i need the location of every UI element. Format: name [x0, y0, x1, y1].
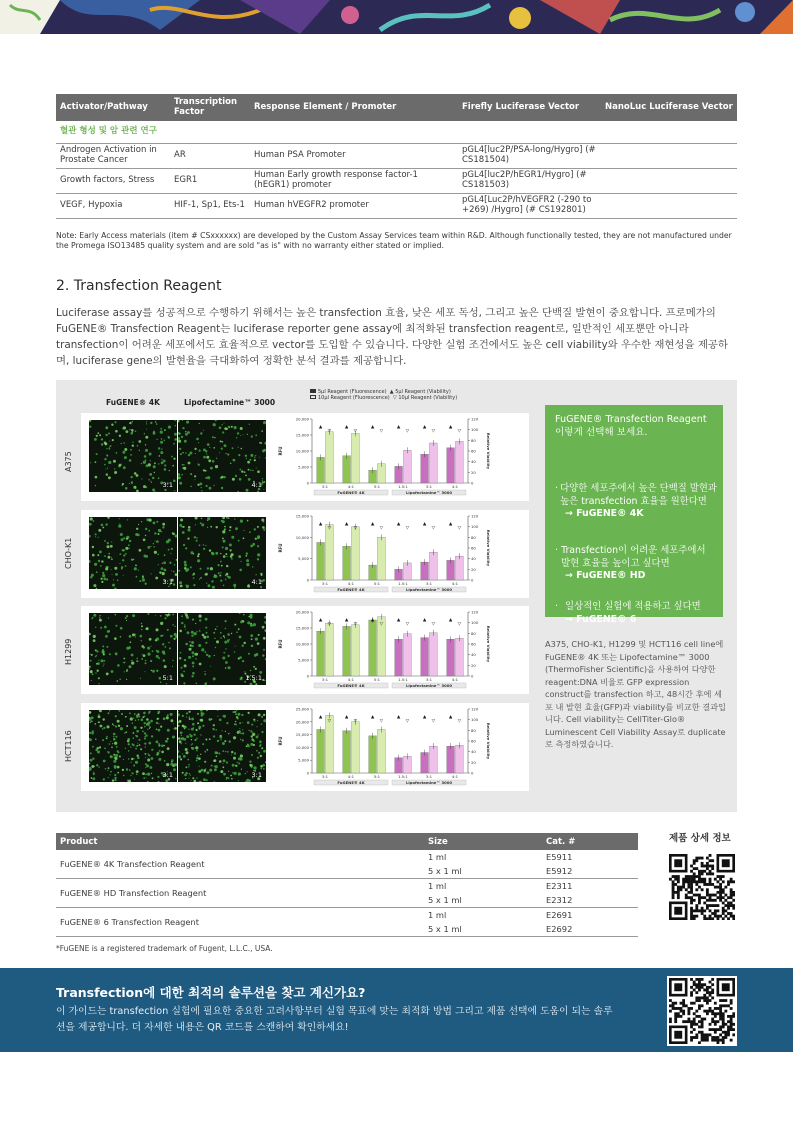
guide-item: · 다양한 세포주에서 높은 단백질 발현과 높은 transfection 효율을 원한다면 → FuGENE® 4K — [555, 483, 717, 519]
y-tick-label: 10,000 — [295, 744, 309, 750]
legend-5ul-fluor: 5µl Reagent (Fluorescence) — [318, 389, 387, 395]
product-cat: E5912 — [542, 864, 638, 879]
y2-tick-label: 0 — [471, 480, 474, 486]
y2-tick-label: 120 — [471, 706, 479, 712]
col-header-firefly: Firefly Luciferase Vector — [458, 94, 601, 121]
y2-tick-label: 20 — [471, 759, 476, 765]
y-tick-label: 0 — [306, 770, 309, 776]
y2-axis-label: Relative Viability — [486, 625, 491, 663]
product-size: 1 ml — [428, 910, 447, 920]
product-cat: E5911 — [546, 852, 573, 862]
image-ratio-label: 5:1 — [162, 674, 173, 682]
cell-line-label: A375 — [64, 451, 73, 472]
product-cat: E2691 — [546, 910, 573, 920]
x-tick-label: 5:1 — [373, 484, 381, 489]
viability-5ul-marker: ▲ — [448, 425, 453, 430]
x-tick-label: 4:1 — [451, 774, 459, 779]
y-tick-label: 5,000 — [298, 757, 309, 763]
y2-tick-label: 100 — [471, 427, 479, 433]
cell-nanoluc — [601, 194, 737, 219]
viability-10ul-marker: ▽ — [379, 526, 384, 531]
guide-item-text: 일상적인 실험에 적용하고 싶다면 — [565, 601, 701, 612]
y2-tick-label: 100 — [471, 620, 479, 626]
col-header-nanoluc: NanoLuc Luciferase Vector — [601, 94, 737, 121]
figure-caption: A375, CHO-K1, H1299 및 HCT116 cell line에 FuGENE® 4K 또는 Lipofectamine™ 3000 (ThermoFisher Scientific)을 사용하여 다양한 reagent:DNA 비율로 GFP expression construct를 transfection 하고, 48시간 후에 세포 내 발현 효율(GFP)과 viability를 비교한 결과입니다. Cell viability는 CellTiter-Glo® Luminescent Cell Viability Assay로 duplicate로 측정하였습니다. — [545, 639, 726, 749]
x-tick-label: 1.5:1 — [398, 484, 408, 489]
x-tick-label: 1.5:1 — [398, 581, 408, 586]
x-tick-label: 1.5:1 — [398, 677, 408, 682]
viability-5ul-marker: ▲ — [370, 715, 375, 720]
guide-item: · Transfection이 어려운 세포주에서 발현 효율을 높이고 싶다면 → FuGENE® HD — [555, 545, 717, 583]
viability-10ul-marker: ▽ — [431, 429, 436, 434]
viability-10ul-marker: ▽ — [431, 719, 436, 724]
bar-10ul — [325, 715, 333, 773]
cell-line-label: H1299 — [64, 638, 73, 665]
table-row — [56, 879, 638, 894]
bar-10ul — [403, 450, 411, 483]
bar-10ul — [325, 623, 333, 676]
viability-5ul-marker: ▲ — [396, 522, 401, 527]
bar-10ul — [351, 722, 359, 773]
footer-title: Transfection에 대한 최적의 솔루션을 찾고 계신가요? — [56, 985, 366, 1000]
viability-5ul-marker: ▲ — [344, 425, 349, 430]
x-tick-label: 4:1 — [451, 581, 459, 586]
y-axis-label: RFU — [278, 736, 283, 746]
y-tick-label: 0 — [306, 577, 309, 583]
col-header-product: Product — [56, 833, 424, 850]
viability-10ul-marker: ▽ — [379, 622, 384, 627]
image-ratio-label: 3:1 — [162, 481, 173, 489]
cell-firefly: pGL4[luc2P/PSA-long/Hygro] (# CS181504) — [458, 144, 601, 169]
y2-axis-label: Relative Viability — [486, 722, 491, 760]
y-tick-label: 20,000 — [295, 609, 309, 615]
image-ratio-label: 3:1 — [251, 771, 262, 779]
y2-axis-label: Relative Viability — [486, 432, 491, 470]
section-body: Luciferase assay를 성공적으로 수행하기 위해서는 높은 transfection 효율, 낮은 세포 독성, 그리고 높은 단백질 발현이 중요합니다. 프로메가의 FuGENE® Transfection Reagent는 luciferase reporter gene assay에 최적화된 transfection reagent로, 일반적인 세포뿐만 아니라 transfection이 어려운 세포에서도 효율적으로 vector를 도입할 수 있습니다. 다양한 실험 조건에서도 높은 cell viability와 우수한 재현성을 제공하며, luciferase gene의 발현율을 극대화하여 정확한 분석 결과를 제공합니다. — [56, 307, 728, 367]
bar-10ul — [403, 634, 411, 676]
viability-5ul-marker: ▲ — [318, 425, 323, 430]
product-qr-code[interactable] — [669, 854, 735, 920]
y2-tick-label: 20 — [471, 469, 476, 475]
bar-10ul — [429, 746, 437, 773]
viability-10ul-marker: ▽ — [457, 719, 462, 724]
y-tick-label: 20,000 — [295, 719, 309, 725]
y2-tick-label: 20 — [471, 662, 476, 668]
viability-5ul-marker: ▲ — [448, 522, 453, 527]
guide-item-product: → FuGENE® 4K — [565, 508, 644, 519]
footer-banner — [0, 968, 793, 1052]
bar-chart-3 — [278, 703, 493, 791]
bar-5ul — [421, 753, 429, 773]
bar-10ul — [455, 745, 463, 773]
x-tick-label: 4:1 — [347, 774, 355, 779]
footer-body: 이 가이드는 transfection 실험에 필요한 중요한 고려사항부터 실험 목표에 맞는 최적화 방법 그리고 제품 선택에 도움이 되는 솔루션을 제공합니다. 더 자세한 내용은 QR 코드를 스캔하여 확인하세요! — [56, 1006, 613, 1033]
x-tick-label: 4:1 — [347, 484, 355, 489]
table-note: Note: Early Access materials (item # CSxxxxxx) are developed by the Custom Assay Services team within R&D. Although functionally tested, they are not manufactured under the Promega ISO13485 quality system and are sold "as is" with no warranty either stated or implied. — [56, 231, 732, 251]
viability-10ul-marker: ▽ — [405, 526, 410, 531]
viability-5ul-marker: ▲ — [396, 425, 401, 430]
viability-10ul-marker: ▽ — [379, 719, 384, 724]
group-label-fugene: FuGENE® 4K — [337, 683, 365, 688]
bar-10ul — [455, 556, 463, 580]
bar-10ul — [325, 432, 333, 483]
y2-tick-label: 80 — [471, 727, 476, 733]
table-row — [56, 908, 638, 923]
cell-promoter: Human hVEGFR2 promoter — [250, 194, 458, 219]
bar-5ul — [447, 746, 455, 773]
col-header-cat: Cat. # — [542, 833, 638, 850]
x-tick-label: 3:1 — [321, 774, 329, 779]
viability-5ul-marker: ▲ — [422, 522, 427, 527]
bar-5ul — [369, 620, 377, 676]
viability-5ul-marker: ▲ — [422, 715, 427, 720]
y2-tick-label: 0 — [471, 770, 474, 776]
x-tick-label: 4:1 — [451, 677, 459, 682]
viability-10ul-marker: ▽ — [405, 719, 410, 724]
y-tick-label: 10,000 — [295, 534, 309, 540]
y2-tick-label: 80 — [471, 630, 476, 636]
footer-qr-frame — [667, 976, 737, 1046]
y2-tick-label: 40 — [471, 459, 476, 465]
microscopy-image — [89, 613, 177, 685]
x-tick-label: 3:1 — [425, 484, 433, 489]
bar-10ul — [351, 527, 359, 580]
bar-5ul — [343, 546, 351, 580]
x-tick-label: 4:1 — [451, 484, 459, 489]
legend-10ul-fluor: 10µl Reagent (Fluorescence) — [318, 395, 390, 401]
table-row — [56, 850, 638, 864]
guide-item-text: 다양한 세포주에서 높은 단백질 발현과 높은 transfection 효율을 원한다면 — [560, 483, 717, 507]
microscopy-image — [178, 613, 266, 685]
viability-10ul-marker: ▽ — [431, 526, 436, 531]
viability-10ul-marker: ▽ — [353, 526, 358, 531]
bar-5ul — [421, 638, 429, 676]
group-label-lipo: Lipofectamine™ 3000 — [405, 490, 453, 495]
y2-tick-label: 40 — [471, 556, 476, 562]
bar-10ul — [351, 625, 359, 676]
x-tick-label: 5:1 — [373, 677, 381, 682]
col-header-promoter: Response Element / Promoter — [250, 94, 458, 121]
viability-5ul-marker: ▲ — [370, 425, 375, 430]
group-label-lipo: Lipofectamine™ 3000 — [405, 683, 453, 688]
group-label-lipo: Lipofectamine™ 3000 — [405, 780, 453, 785]
bar-10ul — [429, 443, 437, 483]
legend-5ul-viab: 5µl Reagent (Viability) — [395, 389, 451, 395]
viability-10ul-marker: ▽ — [405, 429, 410, 434]
bar-5ul — [369, 736, 377, 773]
group-label-fugene: FuGENE® 4K — [337, 587, 365, 592]
product-size: 5 x 1 ml — [424, 893, 542, 908]
guide-qr-code[interactable] — [669, 978, 735, 1044]
bar-10ul — [377, 729, 385, 773]
table-row — [56, 169, 737, 194]
y-axis-label: RFU — [278, 446, 283, 456]
microscopy-image — [89, 517, 177, 589]
bar-5ul — [343, 456, 351, 483]
x-tick-label: 3:1 — [425, 677, 433, 682]
x-tick-label: 5:1 — [373, 581, 381, 586]
y2-tick-label: 40 — [471, 749, 476, 755]
bar-10ul — [429, 633, 437, 676]
product-size: 1 ml — [428, 852, 447, 862]
y-tick-label: 0 — [306, 673, 309, 679]
figure-col-fugene: FuGENE® 4K — [106, 398, 160, 407]
y2-tick-label: 100 — [471, 717, 479, 723]
bar-5ul — [317, 542, 325, 580]
x-tick-label: 3:1 — [425, 774, 433, 779]
y-axis-label: RFU — [278, 639, 283, 649]
product-size: 5 x 1 ml — [424, 922, 542, 937]
y2-tick-label: 0 — [471, 673, 474, 679]
y-tick-label: 5,000 — [298, 556, 309, 562]
image-ratio-label: 4:1 — [251, 481, 262, 489]
y2-tick-label: 80 — [471, 437, 476, 443]
viability-5ul-marker: ▲ — [448, 618, 453, 623]
bar-5ul — [343, 731, 351, 773]
guide-item-text: Transfection이 어려운 세포주에서 발현 효율을 높이고 싶다면 — [561, 545, 706, 569]
y2-tick-label: 60 — [471, 738, 476, 744]
viability-5ul-marker: ▲ — [318, 715, 323, 720]
x-tick-label: 3:1 — [321, 677, 329, 682]
y2-tick-label: 60 — [471, 545, 476, 551]
y-tick-label: 15,000 — [295, 513, 309, 519]
y2-axis-label: Relative Viability — [486, 529, 491, 567]
image-ratio-label: 3:1 — [162, 578, 173, 586]
y-tick-label: 15,000 — [295, 625, 309, 631]
cell-tf: AR — [170, 144, 250, 169]
bar-5ul — [317, 729, 325, 773]
viability-5ul-marker: ▲ — [344, 618, 349, 623]
y2-tick-label: 40 — [471, 652, 476, 658]
viability-5ul-marker: ▲ — [370, 618, 375, 623]
transfection-figure — [56, 380, 737, 812]
viability-10ul-marker: ▽ — [327, 429, 332, 434]
viability-5ul-marker: ▲ — [370, 522, 375, 527]
y2-tick-label: 60 — [471, 641, 476, 647]
cell-line-label: CHO-K1 — [64, 537, 73, 569]
viability-10ul-marker: ▽ — [457, 622, 462, 627]
x-tick-label: 3:1 — [321, 484, 329, 489]
y2-tick-label: 100 — [471, 524, 479, 530]
viability-5ul-marker: ▲ — [448, 715, 453, 720]
cell-line-label: HCT116 — [64, 730, 73, 762]
viability-10ul-marker: ▽ — [457, 429, 462, 434]
bar-5ul — [447, 448, 455, 483]
product-table — [56, 833, 638, 937]
cell-tf: EGR1 — [170, 169, 250, 194]
bar-5ul — [317, 457, 325, 483]
microscopy-image — [178, 517, 266, 589]
cell-firefly: pGL4[Luc2P/hVEGFR2 (-290 to +269) /Hygro] (# CS192801) — [458, 194, 601, 219]
figure-legend: 5µl Reagent (Fluorescence) ▲ 5µl Reagent (Viability) 10µl Reagent (Fluorescence) ▽ 10µl Reagent (Viability) — [310, 389, 457, 401]
x-tick-label: 4:1 — [347, 581, 355, 586]
viability-10ul-marker: ▽ — [353, 429, 358, 434]
microscopy-image — [178, 420, 266, 492]
cell-nanoluc — [601, 144, 737, 169]
product-name: FuGENE® HD Transfection Reagent — [56, 879, 424, 908]
x-tick-label: 3:1 — [425, 581, 433, 586]
cell-nanoluc — [601, 169, 737, 194]
qr-label: 제품 상세 정보 — [669, 833, 731, 844]
table-row — [56, 144, 737, 169]
bar-10ul — [351, 433, 359, 483]
cell-pathway: Androgen Activation in Prostate Cancer — [56, 144, 170, 169]
image-ratio-label: 4:1 — [251, 578, 262, 586]
x-tick-label: 5:1 — [373, 774, 381, 779]
cell-pathway: Growth factors, Stress — [56, 169, 170, 194]
bar-10ul — [377, 537, 385, 580]
viability-5ul-marker: ▲ — [318, 522, 323, 527]
bar-5ul — [447, 639, 455, 676]
guide-item-product: → FuGENE® HD — [565, 570, 646, 581]
product-name: FuGENE® 6 Transfection Reagent — [56, 908, 424, 937]
viability-5ul-marker: ▲ — [318, 618, 323, 623]
bar-5ul — [395, 639, 403, 676]
y-axis-label: RFU — [278, 543, 283, 553]
viability-5ul-marker: ▲ — [344, 715, 349, 720]
viability-10ul-marker: ▽ — [353, 622, 358, 627]
viability-10ul-marker: ▽ — [327, 622, 332, 627]
image-ratio-label: 3:1 — [162, 771, 173, 779]
y-tick-label: 25,000 — [295, 706, 309, 712]
bar-10ul — [325, 525, 333, 580]
product-name: FuGENE® 4K Transfection Reagent — [56, 850, 424, 879]
col-header-size: Size — [424, 833, 542, 850]
cell-tf: HIF-1, Sp1, Ets-1 — [170, 194, 250, 219]
y-tick-label: 15,000 — [295, 732, 309, 738]
bar-5ul — [317, 631, 325, 676]
y-tick-label: 15,000 — [295, 432, 309, 438]
microscopy-image — [178, 710, 266, 782]
cell-pathway: VEGF, Hypoxia — [56, 194, 170, 219]
product-size: 1 ml — [428, 881, 447, 891]
x-tick-label: 3:1 — [321, 581, 329, 586]
figure-col-lipo: Lipofectamine™ 3000 — [184, 398, 276, 407]
col-header-pathway: Activator/Pathway — [56, 94, 170, 121]
bar-chart-1 — [278, 510, 493, 598]
product-cat: E2311 — [546, 881, 573, 891]
cell-promoter: Human PSA Promoter — [250, 144, 458, 169]
y2-tick-label: 120 — [471, 609, 479, 615]
viability-5ul-marker: ▲ — [396, 715, 401, 720]
reporter-vector-table — [56, 94, 737, 219]
y2-tick-label: 80 — [471, 534, 476, 540]
viability-10ul-marker: ▽ — [327, 526, 332, 531]
table-category: 혈관 형성 및 암 관련 연구 — [56, 121, 737, 144]
guide-item-product: → FuGENE® 6 — [565, 613, 637, 625]
y2-tick-label: 0 — [471, 577, 474, 583]
product-cat: E2692 — [542, 922, 638, 937]
y-tick-label: 10,000 — [295, 448, 309, 454]
microscopy-image — [89, 420, 177, 492]
y-tick-label: 20,000 — [295, 416, 309, 422]
product-size: 5 x 1 ml — [424, 864, 542, 879]
group-label-fugene: FuGENE® 4K — [337, 780, 365, 785]
bar-chart-2 — [278, 606, 493, 694]
reagent-guide-box — [545, 405, 723, 625]
guide-item: · 일상적인 실험에 적용하고 싶다면 → FuGENE® 6 — [555, 601, 717, 626]
image-ratio-label: 1.5:1 — [245, 674, 262, 682]
bar-10ul — [455, 638, 463, 676]
viability-10ul-marker: ▽ — [431, 622, 436, 627]
viability-10ul-marker: ▽ — [353, 719, 358, 724]
footnote: *FuGENE is a registered trademark of Fugent, L.L.C., USA. — [56, 944, 273, 953]
y2-tick-label: 120 — [471, 513, 479, 519]
bar-chart-0 — [278, 413, 493, 501]
legend-10ul-viab: 10µl Reagent (Viability) — [398, 395, 458, 401]
viability-5ul-marker: ▲ — [396, 618, 401, 623]
microscopy-image — [89, 710, 177, 782]
viability-10ul-marker: ▽ — [457, 526, 462, 531]
y2-tick-label: 60 — [471, 448, 476, 454]
col-header-tf: Transcription Factor — [170, 94, 250, 121]
viability-5ul-marker: ▲ — [344, 522, 349, 527]
y-tick-label: 0 — [306, 480, 309, 486]
group-label-fugene: FuGENE® 4K — [337, 490, 365, 495]
bar-5ul — [343, 626, 351, 676]
viability-5ul-marker: ▲ — [422, 425, 427, 430]
viability-10ul-marker: ▽ — [405, 622, 410, 627]
y-tick-label: 5,000 — [298, 464, 309, 470]
y2-tick-label: 20 — [471, 566, 476, 572]
bar-10ul — [455, 441, 463, 483]
section-title: 2. Transfection Reagent — [56, 278, 222, 294]
viability-5ul-marker: ▲ — [422, 618, 427, 623]
group-label-lipo: Lipofectamine™ 3000 — [405, 587, 453, 592]
table-row — [56, 194, 737, 219]
bar-10ul — [429, 552, 437, 580]
product-cat: E2312 — [542, 893, 638, 908]
viability-10ul-marker: ▽ — [379, 429, 384, 434]
cell-promoter: Human Early growth response factor-1 (hEGR1) promoter — [250, 169, 458, 194]
decorative-banner — [0, 0, 793, 34]
viability-10ul-marker: ▽ — [327, 719, 332, 724]
cell-firefly: pGL4[luc2P/hEGR1/Hygro] (# CS181503) — [458, 169, 601, 194]
guide-title: FuGENE® Transfection Reagent 이렇게 선택해 보세요. — [555, 414, 707, 438]
y-tick-label: 10,000 — [295, 641, 309, 647]
x-tick-label: 1.5:1 — [398, 774, 408, 779]
bar-5ul — [421, 454, 429, 483]
y-tick-label: 5,000 — [298, 657, 309, 663]
x-tick-label: 4:1 — [347, 677, 355, 682]
y2-tick-label: 120 — [471, 416, 479, 422]
